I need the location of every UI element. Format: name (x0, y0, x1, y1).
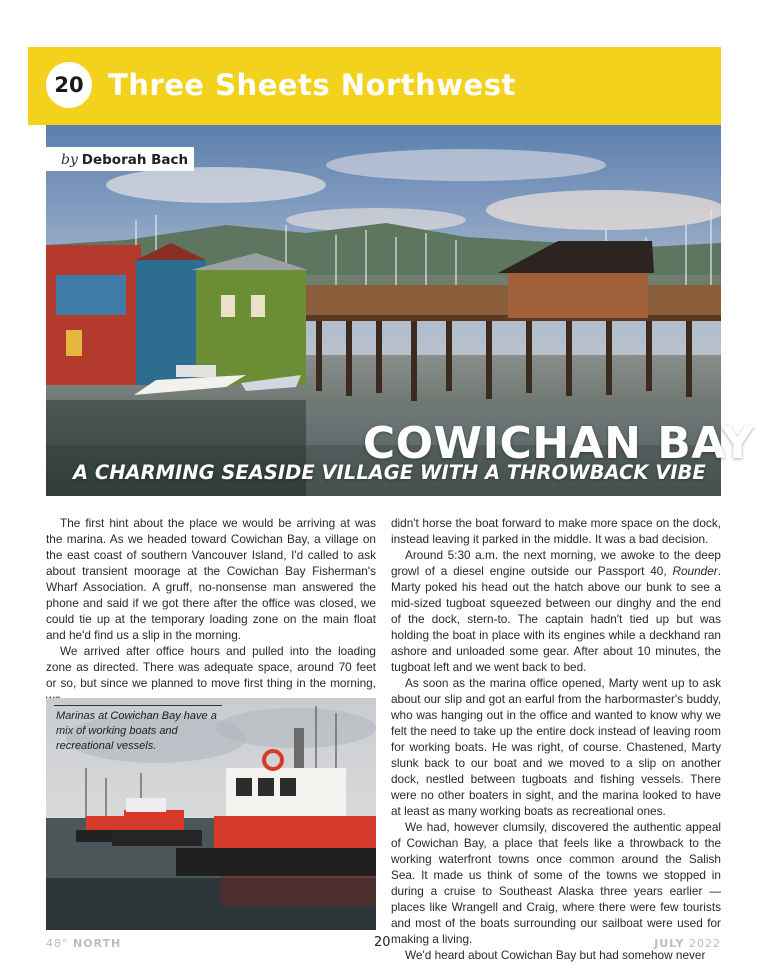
section-number-badge: 20 (46, 62, 92, 108)
footer-magazine-name: NORTH (73, 937, 122, 950)
article-paragraph: We'd heard about Cowichan Bay but had somehow never (405, 948, 706, 962)
caption-rule (54, 705, 222, 706)
article-paragraph: The first hint about the place we would be arriving at was the marina. As we headed toward Cowichan Bay, a village on the east coast of southern Vancouver Island, I'd called to ask about transient moorage at the Cowichan Bay Fisherman's Wharf Association. A gruff, no-nonsense man answered the phone and said if we got there after the office was closed, we could tie up at the temporary loading zone on the main float and he'd find us a slip in the morning. (46, 516, 376, 642)
article-column-2 (391, 515, 721, 963)
hero-subtitle: A CHARMING SEASIDE VILLAGE WITH A THROWBACK VIBE (73, 461, 706, 484)
footer-page-number: 20 (374, 935, 391, 950)
article-paragraph (391, 547, 721, 675)
section-title: Three Sheets Northwest (108, 68, 516, 102)
article-text: Around 5:30 a.m. the next morning, we awoke to the deep growl of a diesel engine outside our Passport 40, (391, 548, 721, 578)
article-paragraph: didn't horse the boat forward to make more space on the dock, instead leaving it parked in the middle. It was a bad decision. (391, 516, 721, 546)
footer-magazine-num: 48° (46, 937, 69, 950)
article-column-1 (46, 515, 376, 707)
hero-title: COWICHAN BAY (362, 418, 754, 469)
byline-prefix: by (61, 152, 78, 168)
byline (46, 147, 194, 171)
footer-year: 2022 (689, 937, 721, 950)
article-paragraph: We had, however clumsily, discovered the authentic appeal of Cowichan Bay, a place that feels like a throwback to the working waterfront towns once common around the Salish Sea. It made us think of some of the towns we stopped in during a cruise to Southeast Alaska three years earlier — places like Wrangell and Craig, where there were few tourists and most of the boats surrounding our sailboat were used for making a living. (391, 820, 721, 946)
article-text: . Marty poked his head out the hatch above our bunk to see a mid-sized tugboat squeezed between our dinghy and the end of the dock, stern-to. The captain hadn't tied up but was holding the boat in place with its engines while a deckhand ran ashore and unloaded some gear. After about 10 minutes, the tugboat left and we went back to bed. (391, 564, 721, 674)
footer-date (654, 937, 721, 950)
article-paragraph: We arrived after office hours and pulled into the loading zone as directed. There was adequate space, around 70 feet or so, but since we planned to move first thing in the morning, (46, 644, 376, 690)
byline-author: Deborah Bach (81, 152, 189, 168)
boat-name: Rounder (672, 564, 718, 578)
footer-month: JULY (654, 937, 685, 950)
article-paragraph: As soon as the marina office opened, Marty went up to ask about our slip and got an earful from the harbormaster's buddy, who was hanging out in the office and wanted to know why we felt the need to take up the entire dock instead of leaving room for working boats. He was right, of course. Chastened, Marty slunk back to our boat and we moved to a slip on another dock, nestled between tugboats and fishing vessels. There were no other boaters in sight, and the marina looked to have at least as many working boats as recreational ones. (391, 676, 721, 818)
footer-magazine (46, 937, 121, 950)
photo-caption: Marinas at Cowichan Bay have a mix of working boats and recreational vessels. (56, 710, 217, 752)
